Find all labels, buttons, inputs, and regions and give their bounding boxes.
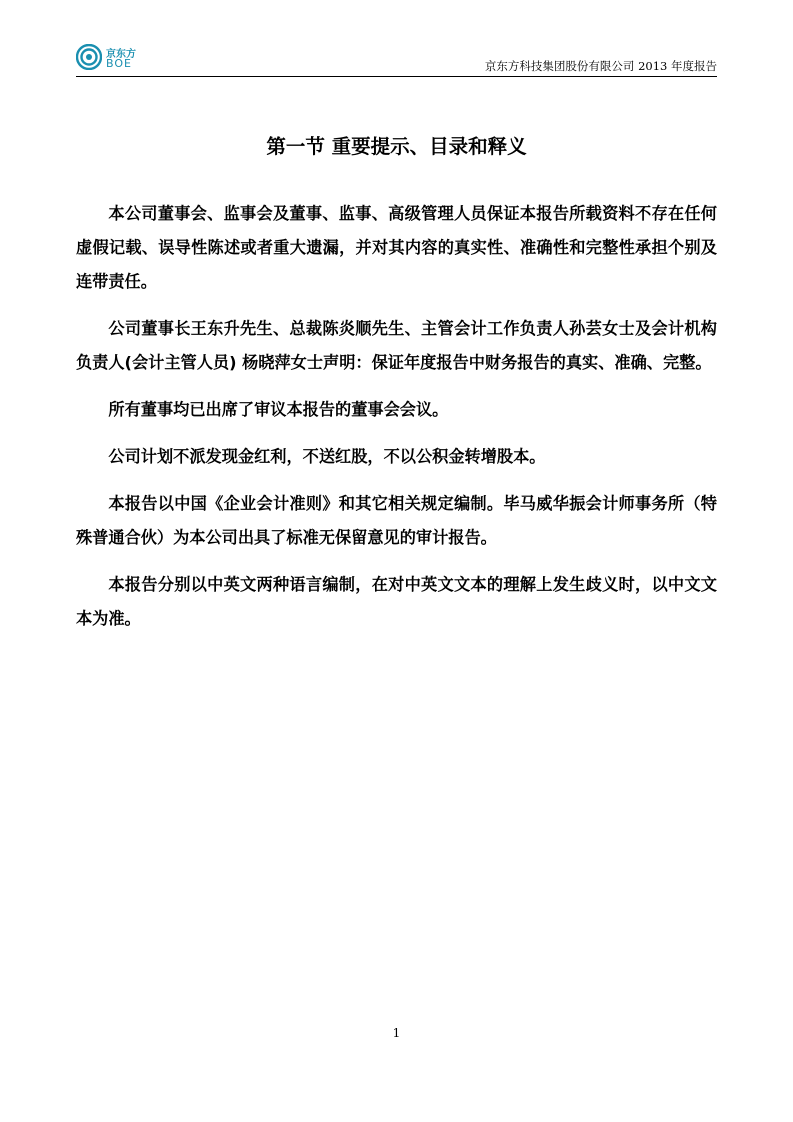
section-title: 第一节 重要提示、目录和释义: [266, 135, 527, 158]
company-logo: [76, 44, 156, 72]
paragraph-board-guarantee: 本公司董事会、监事会及董事、监事、高级管理人员保证本报告所载资料不存在任何虚假记载、误导性陈述或者重大遗漏，并对其内容的真实性、准确性和完整性承担个别及连带责任。: [76, 204, 717, 291]
boe-logo-icon: [76, 44, 102, 70]
report-header-title: 京东方科技集团股份有限公司 2013 年度报告: [484, 59, 717, 73]
paragraph-audit-opinion: 本报告以中国《企业会计准则》和其它相关规定编制。毕马威华振会计师事务所（特殊普通合伙）为本公司出具了标准无保留意见的审计报告。: [76, 494, 717, 547]
paragraph-language-note: 本报告分别以中英文两种语言编制，在对中英文文本的理解上发生歧义时，以中文文本为准。: [76, 575, 717, 628]
header-divider: [76, 76, 717, 77]
paragraph-directors-attendance: 所有董事均已出席了审议本报告的董事会会议。: [108, 400, 449, 419]
document-body: [76, 197, 717, 649]
logo-english-text: BOE: [106, 57, 132, 70]
page-number: 1: [392, 1026, 401, 1040]
paragraph-dividend-plan: 公司计划不派发现金红利，不送红股，不以公积金转增股本。: [108, 447, 546, 466]
logo-chinese-text: 京东方: [106, 49, 136, 60]
page-header: [76, 40, 717, 76]
paragraph-officer-statement: 公司董事长王东升先生、总裁陈炎顺先生、主管会计工作负责人孙芸女士及会计机构负责人(会计主管人员) 杨晓萍女士声明：保证年度报告中财务报告的真实、准确、完整。: [76, 319, 717, 372]
